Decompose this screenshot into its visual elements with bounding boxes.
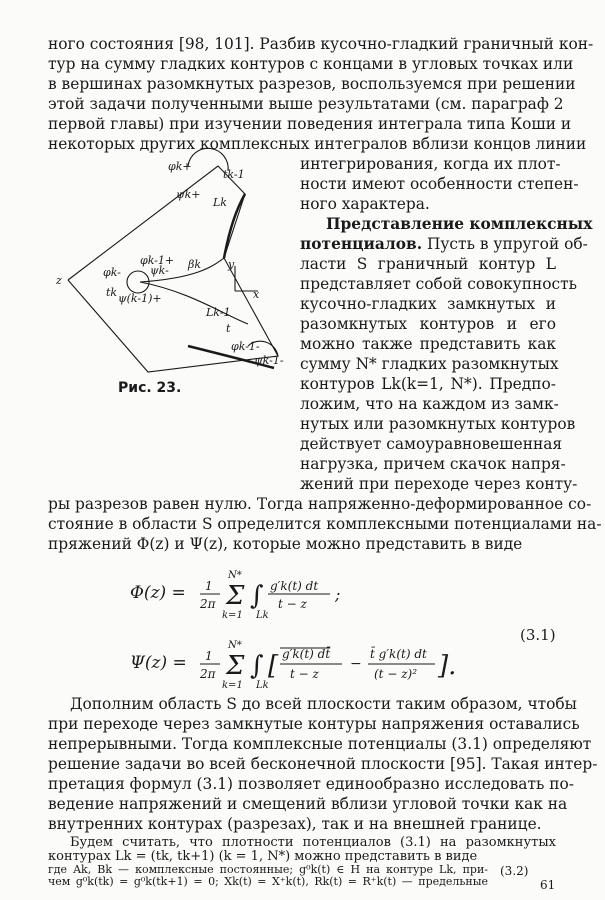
- svg-text:∫: ∫: [250, 581, 264, 611]
- figure-label: Lk: [213, 196, 227, 209]
- svg-text:−: −: [350, 656, 362, 672]
- text-line: при переходе через замкнутые контуры напряжения оставались: [48, 715, 580, 733]
- svg-text:1: 1: [205, 649, 213, 663]
- text-line: Дополним область S до всей плоскости таким образом, чтобы: [70, 695, 577, 713]
- text-line: ласти S граничный контур L: [300, 255, 556, 273]
- text-line: претация формул (3.1) позволяет единообразно исследовать по-: [48, 775, 574, 793]
- svg-text:t̄ g′k(t) dt: t̄ g′k(t) dt: [370, 647, 427, 661]
- text-line: сумму N* гладких разомкнутых: [300, 355, 559, 373]
- svg-text:∫: ∫: [250, 651, 264, 681]
- figure-label: Lk-1: [206, 306, 231, 319]
- text-line: Будем считать, что плотности потенциалов (3.1) на разомкнутых: [70, 835, 556, 850]
- text-line: ры разрезов равен нулю. Тогда напряженно-деформированное со-: [48, 495, 592, 513]
- figure-caption: Рис. 23.: [118, 380, 182, 396]
- figure-label: ψ(k-1)+: [118, 292, 162, 305]
- svg-text:k=1: k=1: [222, 680, 243, 691]
- text-line: в вершинах разомкнутых разрезов, воспользуемся при решении: [48, 75, 576, 93]
- figure-label: φk-: [103, 266, 121, 279]
- text-line: внутренних контурах (разрезах), так и на внешней границе.: [48, 815, 542, 833]
- text-line: разомкнутых контуров и его: [300, 315, 556, 333]
- svg-text:Ψ(z) =: Ψ(z) =: [130, 653, 187, 673]
- text-line: контуров Lk(k=1, N*). Предпо-: [300, 375, 556, 393]
- svg-text:t − z: t − z: [278, 597, 307, 611]
- text-line: первой главы) при изучении поведения интеграла типа Коши и: [48, 115, 572, 133]
- text-line: чем g⁰k(tk) = g⁰k(tk+1) = 0; Xk(t) = X⁺k(t), Rk(t) = R⁺k(t) — предельные: [48, 875, 488, 888]
- text-line: [300, 234, 588, 254]
- text-line: ложим, что на каждом из замк-: [300, 395, 559, 413]
- text-line: кусочно-гладких замкнутых и: [300, 295, 556, 313]
- text-line: интегрирования, когда их плот-: [300, 155, 561, 173]
- section-heading-part: потенциалов.: [300, 235, 423, 253]
- svg-text:Φ(z) =: Φ(z) =: [130, 583, 186, 603]
- svg-text:t − z: t − z: [290, 667, 319, 681]
- figure-23: [48, 146, 298, 386]
- text-line: жений при переходе через конту-: [300, 475, 578, 493]
- text-line: тур на сумму гладких контуров с концами в угловых точках или: [48, 55, 574, 73]
- text-line: нагрузка, причем скачок напря-: [300, 455, 566, 473]
- svg-text:Σ: Σ: [226, 651, 245, 681]
- equation-number: (3.1): [520, 626, 556, 644]
- figure-label: t: [226, 322, 231, 335]
- equation-number: (3.2): [500, 864, 529, 878]
- figure-label: y: [228, 258, 235, 271]
- svg-text:N*: N*: [228, 570, 242, 581]
- figure-label: ψk-: [150, 264, 169, 277]
- svg-text:Lk: Lk: [256, 610, 269, 621]
- figure-label: φk-1-: [231, 340, 260, 353]
- svg-text:2π: 2π: [200, 667, 216, 681]
- text-line: ности имеют особенности степен-: [300, 175, 579, 193]
- text-line: где Ak, Bk — комплексные постоянные; g⁰k(t) ∈ H на контуре Lk, при-: [48, 863, 488, 876]
- figure-label: z: [56, 274, 62, 287]
- text-line: нутых или разомкнутых контуров: [300, 415, 576, 433]
- section-heading: Представление комплексных: [326, 215, 593, 233]
- text-line: стояние в области S определится комплексными потенциалами на-: [48, 515, 602, 533]
- text-line: непрерывными. Тогда комплексные потенциалы (3.1) определяют: [48, 735, 592, 753]
- text-line: ведение напряжений и смещений вблизи угловой точки как на: [48, 795, 568, 813]
- svg-text:2π: 2π: [200, 597, 216, 611]
- text-line: можно также представить как: [300, 335, 556, 353]
- svg-text:k=1: k=1: [222, 610, 243, 621]
- svg-text:;: ;: [335, 585, 341, 604]
- text-line: ного состояния [98, 101]. Разбив кусочно-гладкий граничный кон-: [48, 35, 594, 53]
- text-line: действует самоуравновешенная: [300, 435, 563, 453]
- figure-label: ψk-1-: [254, 354, 284, 367]
- svg-text:Lk: Lk: [256, 680, 269, 691]
- text-line: решение задачи во всей бесконечной плоскости [95]. Такая интер-: [48, 755, 598, 773]
- equation-3-1: [130, 556, 560, 696]
- text-line: пряжений Φ(z) и Ψ(z), которые можно представить в виде: [48, 535, 523, 553]
- svg-text:g′k(t) dt̄: g′k(t) dt̄: [282, 647, 331, 661]
- text-span: Пусть в упругой об-: [422, 235, 588, 253]
- text-line: этой задачи полученными выше результатами (см. параграф 2: [48, 95, 564, 113]
- figure-label: x: [253, 288, 260, 301]
- text-line: контурах Lk = (tk, tk+1) (k = 1, N*) можно представить в виде: [48, 849, 478, 864]
- figure-label: βk: [188, 258, 202, 271]
- svg-text:g′k(t) dt: g′k(t) dt: [270, 579, 319, 593]
- page-number: 61: [540, 878, 556, 892]
- text-line: ного характера.: [300, 195, 430, 213]
- figure-label: ψk+: [176, 188, 201, 201]
- svg-text:N*: N*: [228, 640, 242, 651]
- figure-label: tk: [106, 286, 118, 299]
- svg-text:Σ: Σ: [226, 581, 245, 611]
- figure-label: φk-1+: [140, 254, 175, 267]
- text-line: представляет собой совокупность: [300, 275, 578, 293]
- figure-label: tk-1: [223, 168, 245, 181]
- text-line: некоторых других комплексных интегралов вблизи концов линии: [48, 135, 587, 153]
- figure-label: φk+: [168, 160, 192, 173]
- svg-text:].: ].: [438, 651, 457, 681]
- svg-text:1: 1: [205, 579, 213, 593]
- svg-text:(t − z)²: (t − z)²: [374, 667, 418, 681]
- svg-text:[: [: [268, 651, 279, 681]
